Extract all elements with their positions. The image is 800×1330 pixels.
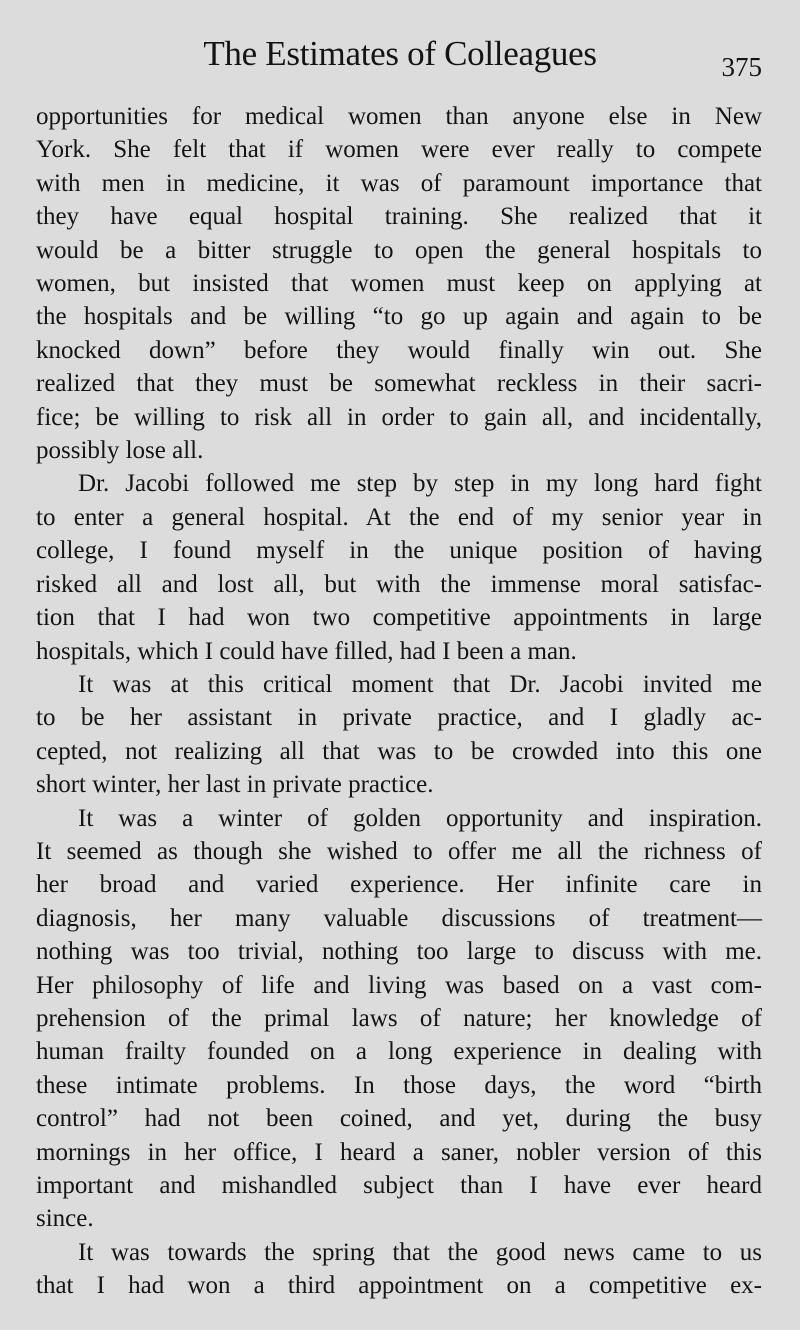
text-line: hospitals, which I could have filled, had I been a man.	[36, 637, 577, 665]
paragraph-4	[36, 802, 762, 1236]
text-line: realized that they must be somewhat reckless in their sacri-	[36, 370, 762, 398]
text-line: fice; be willing to risk all in order to gain all, and incidentally,	[36, 403, 762, 431]
paragraph-3	[36, 668, 762, 802]
paragraph-1	[36, 100, 762, 467]
text-line: risked all and lost all, but with the immense moral satisfac-	[36, 570, 762, 598]
text-line: opportunities for medical women than anyone else in New	[36, 103, 762, 130]
text-line: diagnosis, her many valuable discussions of treatment—	[36, 904, 762, 932]
text-body	[36, 100, 762, 1303]
text-line: York. She felt that if women were ever really to compete	[36, 136, 762, 164]
text-line: It seemed as though she wished to offer me all the richness of	[36, 837, 762, 865]
text-line: tion that I had won two competitive appointments in large	[36, 604, 762, 632]
text-line: the hospitals and be willing “to go up again and again to be	[36, 303, 762, 331]
text-line: Her philosophy of life and living was based on a vast com-	[36, 971, 762, 999]
text-line: would be a bitter struggle to open the general hospitals to	[36, 236, 762, 264]
text-line: It was a winter of golden opportunity and inspiration.	[78, 804, 762, 832]
text-line: knocked down” before they would finally win out. She	[36, 336, 762, 364]
text-line: short winter, her last in private practice.	[36, 771, 434, 799]
text-line: to be her assistant in private practice, and I gladly ac-	[36, 704, 762, 732]
text-line: possibly lose all.	[36, 437, 204, 465]
running-head: The Estimates of Colleagues	[203, 34, 597, 73]
text-line: Dr. Jacobi followed me step by step in my long hard fight	[78, 470, 762, 498]
text-line: cepted, not realizing all that was to be crowded into this one	[36, 737, 762, 765]
page-header	[0, 28, 800, 88]
text-line: control” had not been coined, and yet, during the busy	[36, 1105, 762, 1133]
text-line: they have equal hospital training. She realized that it	[36, 203, 762, 231]
text-line: important and mishandled subject than I have ever heard	[36, 1172, 762, 1199]
paragraph-2	[36, 467, 762, 667]
paragraph-5	[36, 1236, 762, 1303]
text-line: It was towards the spring that the good news came to us	[78, 1238, 762, 1266]
text-line: these intimate problems. In those days, the word “birth	[36, 1071, 762, 1099]
text-line: prehension of the primal laws of nature; her knowledge of	[36, 1004, 762, 1032]
text-line: human frailty founded on a long experience in dealing with	[36, 1038, 762, 1066]
text-line: college, I found myself in the unique position of having	[36, 537, 762, 565]
text-line: her broad and varied experience. Her infinite care in	[36, 871, 762, 899]
text-line: since.	[36, 1205, 94, 1233]
text-line: that I had won a third appointment on a competitive ex-	[36, 1272, 762, 1300]
text-line: women, but insisted that women must keep on applying at	[36, 270, 762, 298]
text-line: to enter a general hospital. At the end of my senior year in	[36, 503, 762, 531]
text-line: with men in medicine, it was of paramount importance that	[36, 169, 762, 197]
text-line: It was at this critical moment that Dr. Jacobi invited me	[78, 670, 762, 698]
page-number: 375	[721, 52, 762, 82]
text-line: nothing was too trivial, nothing too large to discuss with me.	[36, 938, 762, 966]
text-line: mornings in her office, I heard a saner, nobler version of this	[36, 1138, 762, 1166]
